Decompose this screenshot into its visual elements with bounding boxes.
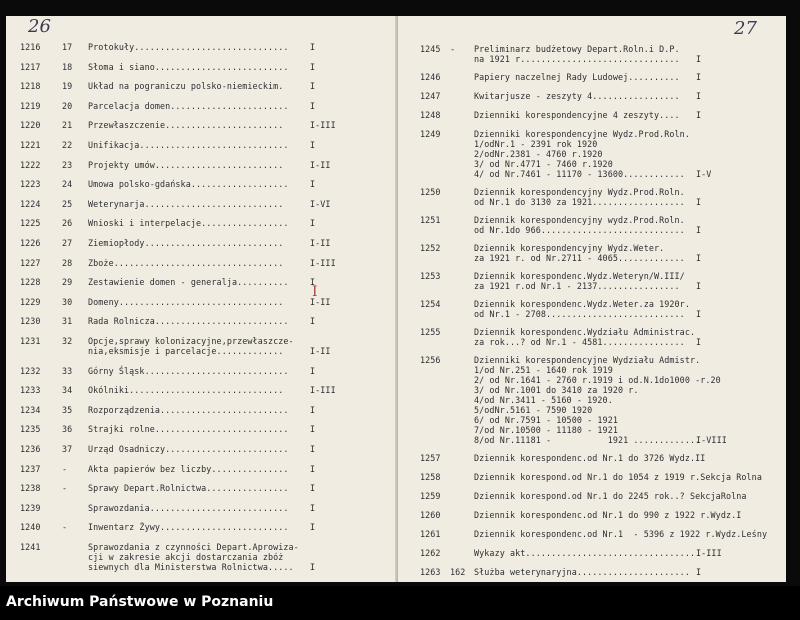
red-pencil-mark: I <box>312 284 318 300</box>
entry-volumes: I <box>696 337 702 347</box>
entry-number: 1246 <box>420 72 441 82</box>
entry-number: 1241 <box>20 542 41 552</box>
entry-number: 1259 <box>420 491 441 501</box>
entry-number: 1225 <box>20 218 41 229</box>
entry-title: Projekty umów......................... <box>88 159 284 170</box>
entry-number: 1219 <box>20 100 41 111</box>
entry-number: 1254 <box>420 299 441 309</box>
entry-title: Domeny................................ <box>88 296 284 307</box>
entry-subnumber: 19 <box>62 81 73 92</box>
entry-number: 1262 <box>420 548 441 558</box>
entry-subnumber: 17 <box>62 42 73 52</box>
entry-title: Protokuły.............................. <box>88 42 289 52</box>
entry-number: 1258 <box>420 472 441 482</box>
entry-number: 1223 <box>20 179 41 190</box>
entry-number: 1238 <box>20 483 41 494</box>
entry-number: 1235 <box>20 424 41 435</box>
entry-number: 1263 <box>420 567 441 577</box>
entry-title: Przewłaszczenie....................... <box>88 120 284 131</box>
left-page-number: 26 <box>28 16 51 37</box>
entry-volumes: I-V <box>696 169 712 179</box>
entry-number: 1224 <box>20 198 41 209</box>
entry-title: Rada Rolnicza.......................... <box>88 316 289 327</box>
entry-title: Unifikacja............................. <box>88 140 289 150</box>
entry-number: 1222 <box>20 159 41 170</box>
entry-number: 1226 <box>20 238 41 248</box>
archive-name: Archiwum Państwowe w Poznaniu <box>6 594 274 610</box>
entry-volumes: I <box>310 179 316 190</box>
entry-title: Wnioski i interpelacje................. <box>88 218 289 229</box>
entry-number: 1257 <box>420 453 441 463</box>
entry-subnumber: 27 <box>62 238 73 248</box>
entry-subnumber: 32 <box>62 336 73 346</box>
entry-title: Układ na pograniczu polsko-niemieckim. <box>88 81 284 92</box>
entry-title: Rozporządzenia......................... <box>88 404 289 415</box>
entry-subnumber: 29 <box>62 277 73 288</box>
entry-number: 1236 <box>20 444 41 454</box>
entry-subnumber: 28 <box>62 257 73 268</box>
entry-volumes: I-VIII <box>696 435 727 445</box>
entry-number: 1248 <box>420 110 441 120</box>
entry-title: Górny Śląsk............................ <box>88 365 289 376</box>
entry-subnumber: - <box>450 44 456 54</box>
entry-title: Opcje,sprawy kolonizacyjne,przewłaszcze- nia,eksmisje i parcelacje............. <box>88 336 294 356</box>
entry-volumes: I-III <box>696 548 722 558</box>
entry-title: Dziennik korespondenc.od Nr.1 do 3726 Wydz.II <box>474 453 706 463</box>
entry-title: Sprawozdania........................... <box>88 502 289 513</box>
entry-volumes: I <box>696 197 702 207</box>
entry-number: 1221 <box>20 140 41 150</box>
entry-title: Urząd Osadniczy........................ <box>88 444 289 454</box>
entry-number: 1260 <box>420 510 441 520</box>
entry-number: 1220 <box>20 120 41 131</box>
entry-title: Dziennik korespond.od Nr.1 do 2245 rok..? SekcjaRolna <box>474 491 747 501</box>
entry-volumes: I <box>310 424 316 435</box>
entry-title: Weterynarja........................... <box>88 198 284 209</box>
entry-volumes: I <box>696 281 702 291</box>
entry-title: Kwitarjusze - zeszyty 4................. <box>474 91 680 101</box>
entry-number: 1216 <box>20 42 41 52</box>
entry-title: Inwentarz Żywy......................... <box>88 522 289 533</box>
entry-volumes: I <box>310 218 316 229</box>
right-page-number: 27 <box>734 18 757 39</box>
entry-subnumber: 33 <box>62 365 73 376</box>
entry-title: Dziennik korespondencyjny wydz.Prod.Roln. od Nr.1do 966............................ <box>474 215 685 235</box>
entry-subnumber: 26 <box>62 218 73 229</box>
entry-volumes: I <box>310 277 316 288</box>
entry-title: Służba weterynaryjna...................... <box>474 567 690 577</box>
entry-volumes: I <box>310 140 316 150</box>
entry-volumes: I <box>310 522 316 533</box>
entry-title: Sprawozdania z czynności Depart.Aprowiza- cji w zakresie akcji dostarczania zbóż siewnych dla Ministerstwa Rolnictwa..... <box>88 542 299 572</box>
entry-subnumber: 162 <box>450 567 466 577</box>
entry-subnumber: 22 <box>62 140 73 150</box>
entry-title: Ziemiopłody........................... <box>88 238 284 248</box>
entry-volumes: I-III <box>310 385 336 396</box>
entry-number: 1250 <box>420 187 441 197</box>
entry-subnumber: - <box>62 483 68 494</box>
entry-subnumber: 21 <box>62 120 73 131</box>
entry-subnumber: 23 <box>62 159 73 170</box>
entry-number: 1234 <box>20 404 41 415</box>
entry-subnumber: 35 <box>62 404 73 415</box>
entry-subnumber: - <box>62 463 68 474</box>
entry-volumes: I <box>696 91 702 101</box>
entry-volumes: I <box>310 316 316 327</box>
entry-subnumber: 34 <box>62 385 73 396</box>
entry-subnumber: 36 <box>62 424 73 435</box>
entry-number: 1240 <box>20 522 41 533</box>
entry-title: Akta papierów bez liczby............... <box>88 463 289 474</box>
entry-title: Dziennik korespondenc.od Nr.1 - 5396 z 1922 r.Wydz.Leśny <box>474 529 768 539</box>
entry-volumes: I <box>310 483 316 494</box>
entry-volumes: I <box>696 567 702 577</box>
entry-number: 1245 <box>420 44 441 54</box>
entry-volumes: I-III <box>310 257 336 268</box>
left-page <box>6 16 398 582</box>
entry-title: Dziennik korespondenc.Wydz.Weter.za 1920r. od Nr.1 - 2708........................... <box>474 299 690 319</box>
entry-volumes: I-VI <box>310 198 331 209</box>
entry-number: 1232 <box>20 365 41 376</box>
entry-title: Dzienniki korespondencyjne Wydz.Prod.Roln. 1/odNr.1 - 2391 rok 1920 2/odNr.2381 - 4760 r.1920 3/ od Nr.4771 - 7460 r.1920 4/ od Nr.7461 - 11170 - 13600............ <box>474 129 690 179</box>
entry-subnumber: 37 <box>62 444 73 454</box>
entry-subnumber: 24 <box>62 179 73 190</box>
entry-title: Preliminarz budżetowy Depart.Roln.i D.P. na 1921 r............................... <box>474 44 680 64</box>
entry-volumes: I-III <box>310 120 336 131</box>
entry-title: Strajki rolne.......................... <box>88 424 289 435</box>
entry-subnumber: 25 <box>62 198 73 209</box>
entry-title: Okólniki.............................. <box>88 385 284 396</box>
entry-number: 1256 <box>420 355 441 365</box>
entry-number: 1237 <box>20 463 41 474</box>
entry-subnumber: 20 <box>62 100 73 111</box>
entry-volumes: I <box>310 502 316 513</box>
entry-volumes: I-II <box>310 296 331 307</box>
entry-title: Dziennik korespondenc.Wydz.Weteryn/W.III/ za 1921 r.od Nr.1 - 2137................ <box>474 271 685 291</box>
entry-volumes: I <box>310 42 316 52</box>
entry-volumes: I <box>310 61 316 72</box>
entry-volumes: I <box>696 54 702 64</box>
entry-title: Umowa polsko-gdańska................... <box>88 179 289 190</box>
entry-title: Dziennik korespondencyjny Wydz.Prod.Roln. od Nr.1 do 3130 za 1921.................. <box>474 187 685 207</box>
right-page <box>398 16 786 582</box>
entry-title: Dziennik korespondencyjny Wydz.Weter. za 1921 r. od Nr.2711 - 4065............. <box>474 243 685 263</box>
entry-volumes: I <box>696 225 702 235</box>
entry-title: Zboże................................. <box>88 257 284 268</box>
entry-subnumber: - <box>62 522 68 533</box>
entry-volumes: I <box>696 253 702 263</box>
archive-footer <box>0 586 800 620</box>
entry-number: 1261 <box>420 529 441 539</box>
entry-number: 1229 <box>20 296 41 307</box>
entry-title: Parcelacja domen....................... <box>88 100 289 111</box>
entry-volumes: I <box>310 404 316 415</box>
entry-title: Papiery naczelnej Rady Ludowej.......... <box>474 72 680 82</box>
entry-title: Dziennik korespondenc.Wydziału Administrac. za rok...? od Nr.1 - 4581................ <box>474 327 696 347</box>
entry-volumes: I-II <box>310 238 331 248</box>
entry-subnumber: 31 <box>62 316 73 327</box>
entry-volumes: I <box>310 365 316 376</box>
entry-subnumber: 30 <box>62 296 73 307</box>
entry-title: Dziennik korespond.od Nr.1 do 1054 z 1919 r.Sekcja Rolna <box>474 472 762 482</box>
entry-volumes: I <box>696 72 702 82</box>
entry-number: 1218 <box>20 81 41 92</box>
entry-volumes: I <box>310 81 316 92</box>
entry-volumes: I <box>310 463 316 474</box>
entry-volumes: I-II <box>310 346 331 356</box>
entry-number: 1251 <box>420 215 441 225</box>
entry-title: Dzienniki korespondencyjne 4 zeszyty.... <box>474 110 680 120</box>
entry-number: 1228 <box>20 277 41 288</box>
entry-volumes: I <box>310 444 316 454</box>
entry-title: Dziennik korespondenc.od Nr.1 do 990 z 1922 r.Wydz.I <box>474 510 742 520</box>
entry-title: Zestawienie domen - generalja.......... <box>88 277 289 288</box>
entry-volumes: I <box>696 309 702 319</box>
entry-volumes: I-II <box>310 159 331 170</box>
entry-title: Wykazy akt................................. <box>474 548 696 558</box>
entry-number: 1249 <box>420 129 441 139</box>
entry-number: 1239 <box>20 502 41 513</box>
entry-number: 1231 <box>20 336 41 346</box>
entry-number: 1217 <box>20 61 41 72</box>
entry-number: 1227 <box>20 257 41 268</box>
entry-title: Słoma i siano.......................... <box>88 61 289 72</box>
entry-number: 1230 <box>20 316 41 327</box>
entry-subnumber: 18 <box>62 61 73 72</box>
entry-volumes: I <box>310 100 316 111</box>
entry-number: 1253 <box>420 271 441 281</box>
entry-number: 1255 <box>420 327 441 337</box>
entry-title: Sprawy Depart.Rolnictwa................ <box>88 483 289 494</box>
entry-number: 1252 <box>420 243 441 253</box>
entry-title: Dzienniki korespondencyjne Wydziału Admistr. 1/od Nr.251 - 1640 rok 1919 2/ od Nr.1641 - 2760 r.1919 i od.N.1do1000 -r.20 3/ od Nr.1001 do 3410 za 1920 r. 4/od Nr.3411 - 5160 - 1920. 5/odNr.5161 - 7590 1920 6/ od Nr.7591 - 10500 - 1921 7/od Nr.10500 - 11180 - 1921 8/od Nr.11181 - 1921 ............. <box>474 355 721 445</box>
entry-volumes: I <box>310 562 316 572</box>
entry-volumes: I <box>696 110 702 120</box>
entry-number: 1247 <box>420 91 441 101</box>
entry-number: 1233 <box>20 385 41 396</box>
